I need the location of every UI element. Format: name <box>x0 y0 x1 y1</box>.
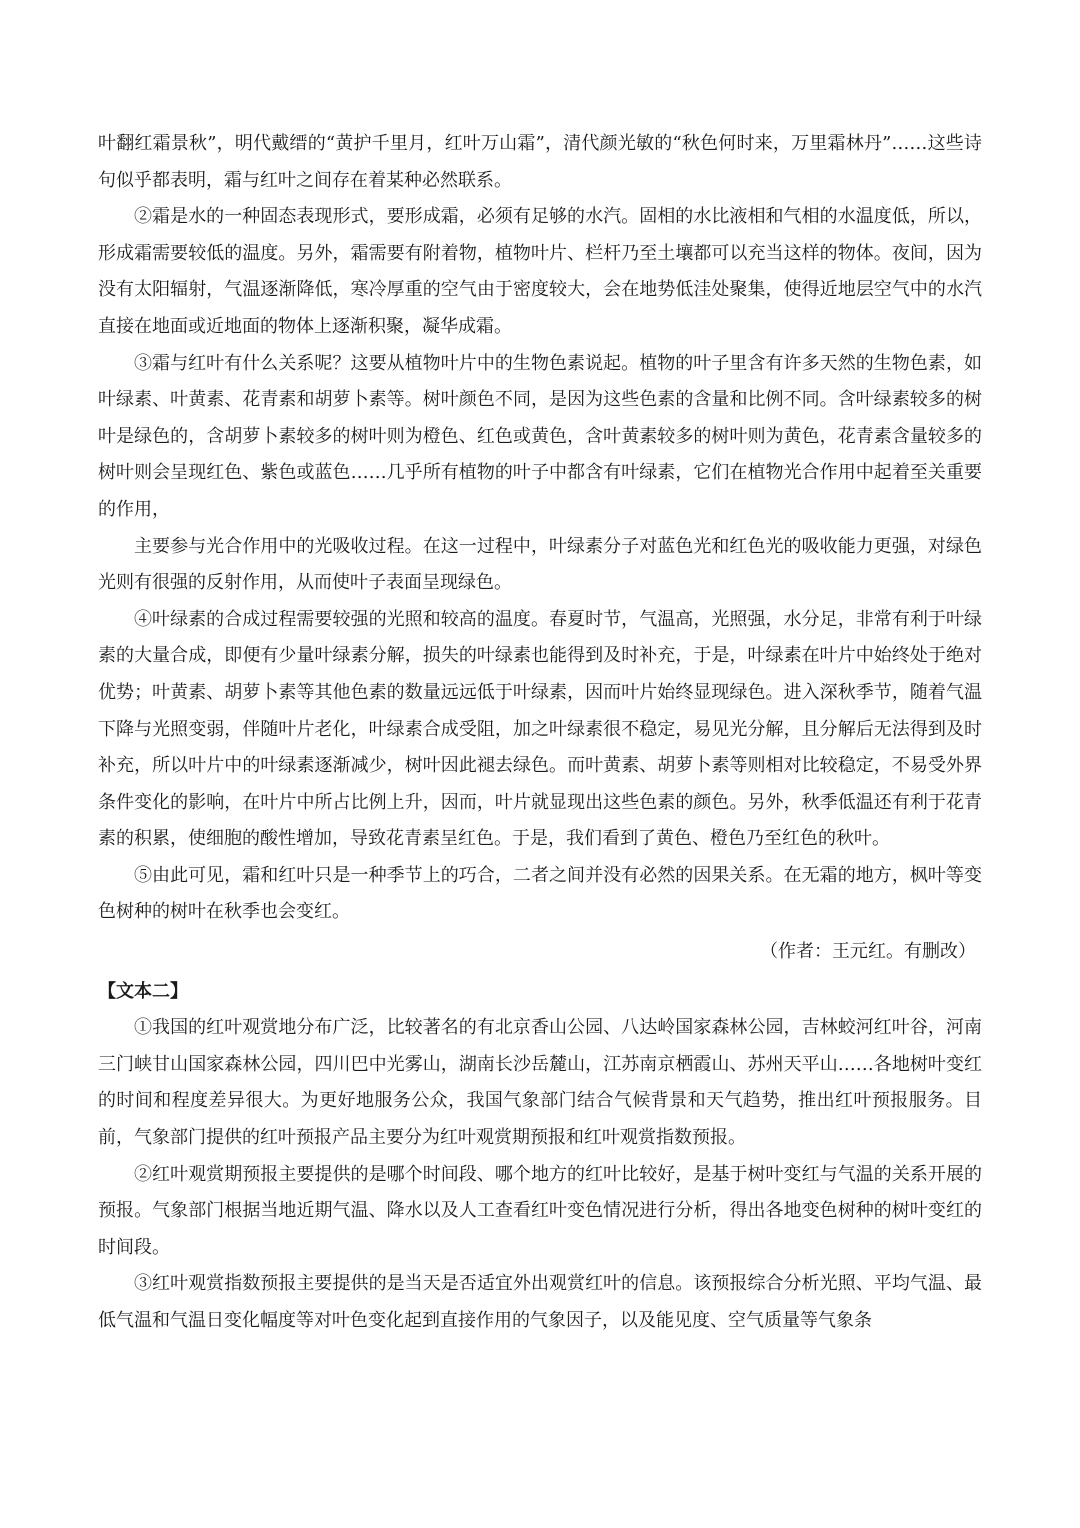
text1-paragraph-2: ②霜是水的一种固态表现形式，要形成霜，必须有足够的水汽。固相的水比液相和气相的水温度低，所以，形成霜需要较低的温度。另外，霜需要有附着物，植物叶片、栏杆乃至土壤都可以充当这样的物体。夜间，因为没有太阳辐射，气温逐渐降低，寒冷厚重的空气由于密度较大，会在地势低洼处聚集，使得近地层空气中的水汽直接在地面或近地面的物体上逐渐积聚，凝华成霜。 <box>98 206 982 337</box>
text1-paragraph-4: ④叶绿素的合成过程需要较强的光照和较高的温度。春夏时节，气温高，光照强，水分足，非常有利于叶绿素的大量合成，即便有少量叶绿素分解，损失的叶绿素也能得到及时补充，于是，叶绿素在叶片中始终处于绝对优势；叶黄素、胡萝卜素等其他色素的数量远远低于叶绿素，因而叶片始终显现绿色。进入深秋季节，随着气温下降与光照变弱，伴随叶片老化，叶绿素合成受阻，加之叶绿素很不稳定，易见光分解，且分解后无法得到及时补充，所以叶片中的叶绿素逐渐减少，树叶因此褪去绿色。而叶黄素、胡萝卜素等则相对比较稳定，不易受外界条件变化的影响，在叶片中所占比例上升，因而，叶片就显现出这些色素的颜色。另外，秋季低温还有利于花青素的积累，使细胞的酸性增加，导致花青素呈红色。于是，我们看到了黄色、橙色乃至红色的秋叶。 <box>98 608 982 850</box>
article-body <box>98 126 982 1340</box>
text1-attribution: （作者：王元红。有删改） <box>760 941 976 962</box>
text2-paragraph-1: ①我国的红叶观赏地分布广泛，比较著名的有北京香山公园、八达岭国家森林公园，吉林蛟河红叶谷，河南三门峡甘山国家森林公园，四川巴中光雾山，湖南长沙岳麓山，江苏南京栖霞山、苏州天平山……各地树叶变红的时间和程度差异很大。为更好地服务公众，我国气象部门结合气候背景和天气趋势，推出红叶预报服务。目前，气象部门提供的红叶预报产品主要分为红叶观赏期预报和红叶观赏指数预报。 <box>98 1017 982 1149</box>
text2-paragraph-3: ③红叶观赏指数预报主要提供的是当天是否适宜外出观赏红叶的信息。该预报综合分析光照、平均气温、最低气温和气温日变化幅度等对叶色变化起到直接作用的气象因子，以及能见度、空气质量等气象条 <box>98 1273 982 1331</box>
text1-paragraph-intro: 叶翻红霜景秋”，明代戴缙的“黄护千里月，红叶万山霜”，清代颜光敏的“秋色何时来，万里霜林丹”……这些诗句似乎都表明，霜与红叶之间存在着某种必然联系。 <box>98 133 982 191</box>
text2-paragraph-2: ②红叶观赏期预报主要提供的是哪个时间段、哪个地方的红叶比较好，是基于树叶变红与气温的关系开展的预报。气象部门根据当地近期气温、降水以及人工查看红叶变色情况进行分析，得出各地变色树种的树叶变红的时间段。 <box>98 1163 982 1258</box>
text1-paragraph-5: ⑤由此可见，霜和红叶只是一种季节上的巧合，二者之间并没有必然的因果关系。在无霜的地方，枫叶等变色树种的树叶在秋季也会变红。 <box>98 864 982 923</box>
text1-paragraph-3: ③霜与红叶有什么关系呢？这要从植物叶片中的生物色素说起。植物的叶子里含有许多天然的生物色素，如叶绿素、叶黄素、花青素和胡萝卜素等。树叶颜色不同，是因为这些色素的含量和比例不同。含叶绿素较多的树叶是绿色的，含胡萝卜素较多的树叶则为橙色、红色或黄色，含叶黄素较多的树叶则为黄色，花青素含量较多的树叶则会呈现红色、紫色或蓝色……几乎所有植物的叶子中都含有叶绿素，它们在植物光合作用中起着至关重要的作用， <box>98 352 982 520</box>
text2-heading: 【文本二】 <box>98 980 188 1002</box>
text1-paragraph-3-continued: 主要参与光合作用中的光吸收过程。在这一过程中，叶绿素分子对蓝色光和红色光的吸收能力更强，对绿色光则有很强的反射作用，从而使叶子表面呈现绿色。 <box>98 535 982 594</box>
